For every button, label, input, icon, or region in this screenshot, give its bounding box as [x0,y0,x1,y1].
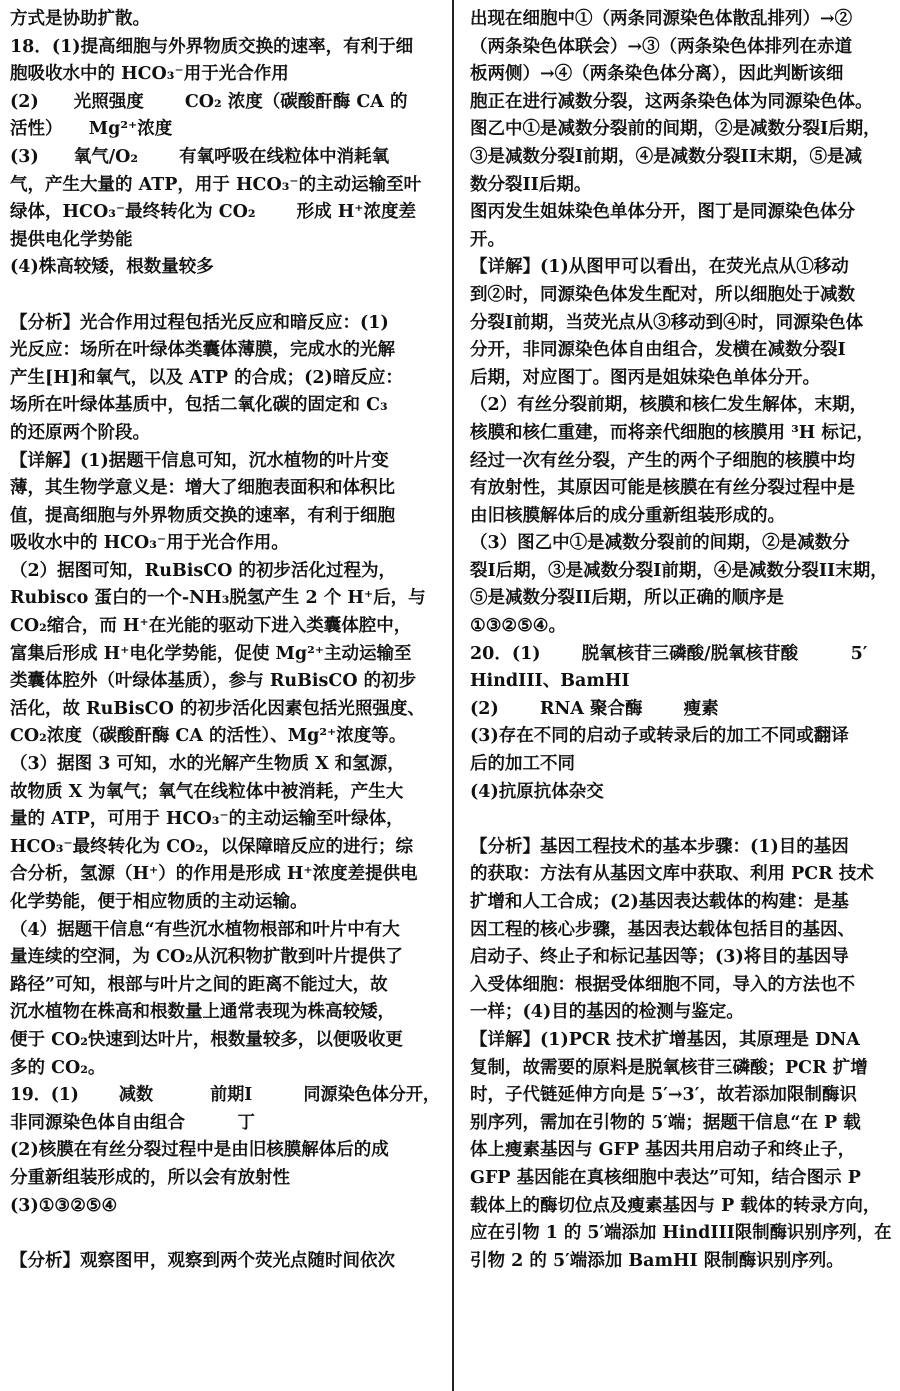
text-line: 一样；(4)目的基因的检测与鉴定。 [470,1002,744,1023]
text-line: 活性） Mg²⁺浓度 [10,119,173,140]
right-column [470,6,892,1275]
text-line: 19．(1) 减数 前期I 同源染色体分开， [10,1085,440,1106]
text-line: 后的加工不同 [470,754,575,775]
text-line: ③是减数分裂I前期，④是减数分裂II末期，⑤是减 [470,146,863,167]
text-line: 由旧核膜解体后的成分重新组装形成的。 [470,505,785,526]
text-line: 扩增和人工合成；(2)基因表达载体的构建：是基 [470,892,849,912]
text-line: GFP 基因能在真核细胞中表达”可知，结合图示 P [470,1167,861,1188]
text-line: 多的 CO₂。 [10,1057,106,1078]
text-line: 分开，非同源染色体自由组合，发横在减数分裂I [470,340,846,361]
text-line: 时，子代链延伸方向是 5′→3′，故若添加限制酶识 [470,1085,857,1106]
left-column [10,6,440,1275]
text-line: 体上瘦素基因与 GFP 基因共用启动子和终止子， [470,1140,856,1161]
text-line: HindIII、BamHI [470,671,630,692]
text-line: ①③②⑤④。 [470,616,566,637]
text-line: 【分析】观察图甲，观察到两个荧光点随时间依次 [10,1250,395,1271]
text-line: （2）有丝分裂前期，核膜和核仁发生解体，末期， [470,395,868,416]
text-line: 分重新组装形成的，所以会有放射性 [10,1167,290,1188]
text-line: 产生[H]和氧气，以及 ATP 的合成；(2)暗反应： [10,367,403,388]
text-line: （3）图乙中①是减数分裂前的间期，②是减数分 [470,533,850,554]
blank-line [470,806,892,834]
text-line: (2) RNA 聚合酶 瘦素 [470,698,719,719]
text-line: (2)核膜在有丝分裂过程中是由旧核膜解体后的成 [10,1140,389,1161]
text-line: 图丙发生姐妹染色单体分开，图丁是同源染色体分 [470,202,855,223]
text-line: 复制，故需要的原料是脱氧核苷三磷酸；PCR 扩增 [470,1057,868,1078]
text-line: 经过一次有丝分裂，产生的两个子细胞的核膜中均 [470,450,855,471]
blank-line [10,282,440,310]
text-line: 【详解】(1)PCR 技术扩增基因，其原理是 DNA [470,1029,860,1050]
text-line: 20．(1) 脱氧核苷三磷酸/脱氧核苷酸 5′ [470,643,868,664]
text-line: 【分析】光合作用过程包括光反应和暗反应：(1) [10,312,389,333]
text-line: 光反应：场所在叶绿体类囊体薄膜，完成水的光解 [10,340,395,361]
text-line: 后期，对应图丁。图丙是姐妹染色单体分开。 [470,367,820,388]
column-divider [452,0,454,1391]
text-line: 入受体细胞：根据受体细胞不同，导入的方法也不 [470,974,855,995]
text-line: 引物 2 的 5′端添加 BamHI 限制酶识别序列。 [470,1250,844,1271]
text-line: 出现在细胞中①（两条同源染色体散乱排列）→② [470,9,853,29]
text-line: （两条染色体联会）→③（两条染色体排列在赤道 [470,36,853,57]
text-line: 吸收水中的 HCO₃⁻用于光合作用。 [10,533,289,554]
text-line: 到②时，同源染色体发生配对，所以细胞处于减数 [470,284,855,305]
text-line: （3）据图 3 可知，水的光解产生物质 X 和氢源， [10,754,405,775]
text-line: 故物质 X 为氧气；氧气在线粒体中被消耗，产生大 [10,781,404,802]
text-line: 胞吸收水中的 HCO₃⁻用于光合作用 [10,64,289,85]
text-line: 合分析，氢源（H⁺）的作用是形成 H⁺浓度差提供电 [10,864,418,885]
text-line: 胞正在进行减数分裂，这两条染色体为同源染色体。 [470,91,873,112]
text-line: 板两侧）→④（两条染色体分离），因此判断该细 [470,64,844,85]
text-line: (3)存在不同的启动子或转录后的加工不同或翻译 [470,726,849,747]
text-line: ⑤是减数分裂II后期，所以正确的顺序是 [470,588,784,609]
text-line: 裂I后期，③是减数分裂I前期，④是减数分裂II末期， [470,560,888,581]
text-line: 【分析】基因工程技术的基本步骤：(1)目的基因 [470,836,849,857]
text-line: 18．(1)提高细胞与外界物质交换的速率，有利于细 [10,36,414,57]
text-line: 图乙中①是减数分裂前的间期，②是减数分裂I后期， [470,119,881,140]
text-line: 化学势能，便于相应物质的主动运输。 [10,892,308,912]
text-line: 绿体，HCO₃⁻最终转化为 CO₂ 形成 H⁺浓度差 [10,202,416,223]
text-line: 富集后形成 H⁺电化学势能，促使 Mg²⁺主动运输至 [10,643,412,664]
text-line: (3) 氧气/O₂ 有氧呼吸在线粒体中消耗氧 [10,146,390,167]
text-line: 便于 CO₂快速到达叶片，根数量较多，以便吸收更 [10,1029,403,1050]
text-line: 值，提高细胞与外界物质交换的速率，有利于细胞 [10,505,395,526]
text-line: 的还原两个阶段。 [10,422,150,443]
text-line: 分裂I前期，当荧光点从③移动到④时，同源染色体 [470,312,864,333]
text-line: 类囊体腔外（叶绿体基质），参与 RuBisCO 的初步 [10,671,417,692]
text-line: (3)①③②⑤④ [10,1195,118,1216]
text-line: 非同源染色体自由组合 丁 [10,1112,255,1133]
text-line: （4）据题干信息“有些沉水植物根部和叶片中有大 [10,919,400,940]
text-line: 核膜和核仁重建，而将亲代细胞的核膜用 ³H 标记， [470,422,874,443]
text-line: 量的 ATP，可用于 HCO₃⁻的主动运输至叶绿体， [10,809,404,830]
text-line: 开。 [470,229,505,250]
text-line: CO₂浓度（碳酸酐酶 CA 的活性）、Mg²⁺浓度等。 [10,726,407,747]
text-line: CO₂缩合，而 H⁺在光能的驱动下进入类囊体腔中， [10,616,412,637]
text-line: 气，产生大量的 ATP，用于 HCO₃⁻的主动运输至叶 [10,174,422,195]
blank-line [10,1220,440,1248]
text-line: 【详解】(1)据题干信息可知，沉水植物的叶片变 [10,450,389,471]
text-line: 方式是协助扩散。 [10,9,150,29]
text-line: 提供电化学势能 [10,229,133,250]
text-line: HCO₃⁻最终转化为 CO₂，以保障暗反应的进行；综 [10,836,414,857]
text-line: 因工程的核心步骤，基因表达载体包括目的基因、 [470,919,855,940]
text-line: 启动子、终止子和标记基因等；(3)将目的基因导 [470,947,849,968]
text-line: 沉水植物在株高和根数量上通常表现为株高较矮， [10,1002,395,1023]
text-line: (2) 光照强度 CO₂ 浓度（碳酸酐酶 CA 的 [10,91,408,112]
text-line: 应在引物 1 的 5′端添加 HindIII限制酶识别序列，在 [470,1223,892,1244]
text-line: 薄，其生物学意义是：增大了细胞表面积和体积比 [10,478,395,499]
text-line: 【详解】(1)从图甲可以看出，在荧光点从①移动 [470,257,849,278]
text-line: 活化，故 RuBisCO 的初步活化因素包括光照强度、 [10,698,425,719]
text-line: 路径”可知，根部与叶片之间的距离不能过大，故 [10,974,388,995]
text-line: 载体上的酶切位点及瘦素基因与 P 载体的转录方向， [470,1195,881,1216]
text-line: Rubisco 蛋白的一个-NH₃脱氢产生 2 个 H⁺后，与 [10,588,426,609]
text-line: 的获取：方法有从基因文库中获取、利用 PCR 技术 [470,864,874,885]
text-line: （2）据图可知，RuBisCO 的初步活化过程为， [10,560,396,581]
text-line: 场所在叶绿体基质中，包括二氧化碳的固定和 C₃ [10,395,388,416]
text-line: (4)株高较矮，根数量较多 [10,257,214,278]
text-line: 别序列，需加在引物的 5′端；据题干信息“在 P 载 [470,1112,861,1133]
text-line: 数分裂II后期。 [470,174,592,195]
text-line: (4)抗原抗体杂交 [470,781,604,802]
text-line: 量连续的空洞，为 CO₂从沉积物扩散到叶片提供了 [10,947,403,968]
text-line: 有放射性，其原因可能是核膜在有丝分裂过程中是 [470,478,855,499]
